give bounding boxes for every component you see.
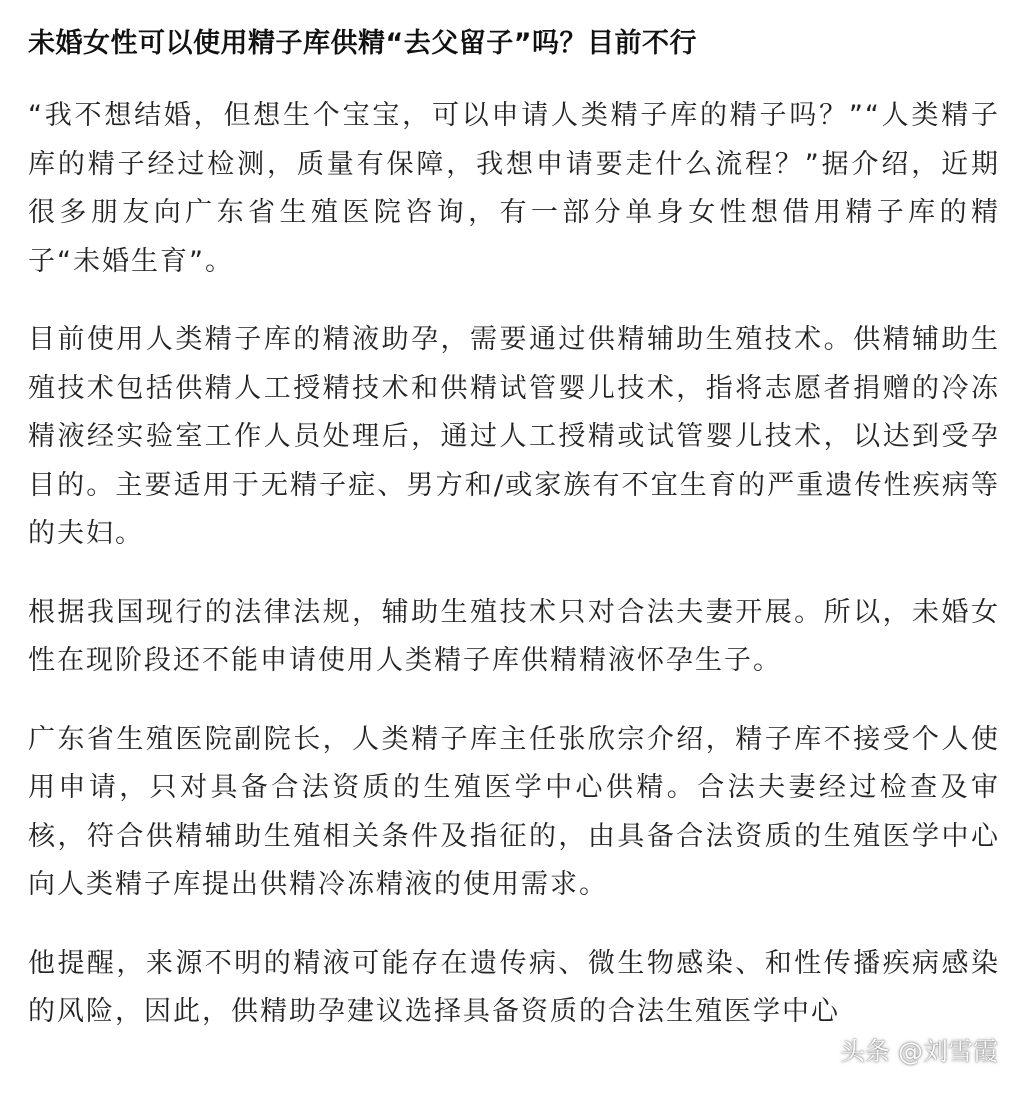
watermark-text: 头条 @刘雪霞 [840, 1037, 998, 1066]
watermark [840, 1032, 998, 1068]
paragraph-1: “我不想结婚，但想生个宝宝，可以申请人类精子库的精子吗？”“人类精子库的精子经过检测，质量有保障，我想申请要走什么流程？”据介绍，近期很多朋友向广东省生殖医院咨询，有一部分单身女性想借用精子库的精子“未婚生育”。 [28, 100, 1000, 277]
paragraph-2: 目前使用人类精子库的精液助孕，需要通过供精辅助生殖技术。供精辅助生殖技术包括供精人工授精技术和供精试管婴儿技术，指将志愿者捐赠的冷冻精液经实验室工作人员处理后，通过人工授精或试管婴儿技术，以达到受孕目的。主要适用于无精子症、男方和/或家族有不宜生育的严重遗传性疾病等的夫妇。 [28, 324, 1000, 549]
paragraph-4: 广东省生殖医院副院长，人类精子库主任张欣宗介绍，精子库不接受个人使用申请，只对具备合法资质的生殖医学中心供精。合法夫妻经过检查及审核，符合供精辅助生殖相关条件及指征的，由具备合法资质的生殖医学中心向人类精子库提出供精冷冻精液的使用需求。 [28, 723, 1000, 900]
article [28, 22, 1000, 1067]
paragraph-3: 根据我国现行的法律法规，辅助生殖技术只对合法夫妻开展。所以，未婚女性在现阶段还不能申请使用人类精子库供精精液怀孕生子。 [28, 596, 1000, 676]
article-title: 未婚女性可以使用精子库供精“去父留子”吗？目前不行 [28, 28, 697, 59]
paragraph-5: 他提醒，来源不明的精液可能存在遗传病、微生物感染、和性传播疾病感染的风险，因此，供精助孕建议选择具备资质的合法生殖医学中心 [28, 947, 1000, 1027]
